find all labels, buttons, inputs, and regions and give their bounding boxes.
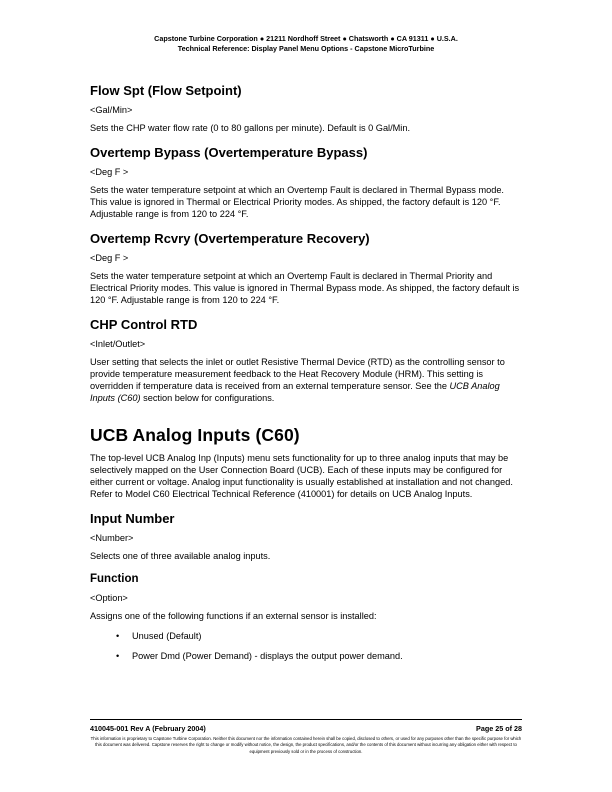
chp-desc-text-2: section below for configurations. — [140, 393, 275, 403]
flow-spt-heading: Flow Spt (Flow Setpoint) — [90, 83, 242, 98]
section-chp-control-rtd — [90, 316, 522, 404]
flow-spt-desc: Sets the CHP water flow rate (0 to 80 gallons per minute). Default is 0 Gal/Min. — [90, 123, 411, 133]
input-number-heading: Input Number — [90, 511, 175, 526]
section-input-number — [90, 510, 522, 562]
function-desc: Assigns one of the following functions if an external sensor is installed: — [90, 611, 377, 621]
header-company-line: Capstone Turbine Corporation ● 21211 Nordhoff Street ● Chatsworth ● CA 91311 ● U.S.A. — [154, 34, 458, 43]
list-item-text: Power Dmd (Power Demand) - displays the output power demand. — [132, 651, 403, 661]
chp-control-rtd-desc — [90, 356, 522, 404]
chp-desc-section-ref: UCB Analog Inputs (C60) — [90, 381, 500, 403]
overtemp-bypass-heading: Overtemp Bypass (Overtemperature Bypass) — [90, 145, 368, 160]
input-number-desc: Selects one of three available analog inputs. — [90, 551, 271, 561]
page-header — [0, 34, 612, 54]
footer-page-number: Page 25 of 28 — [476, 724, 522, 733]
footer-proprietary-notice: This information is proprietary to Capstone Turbine Corporation. Neither this document nor the information contained herein shall be copied, disclosed to others, or used for any purposes other than the specific purpose for which this document was delivered. Capstone reserves the right to change or modify without notice, the design, the product specifications, and/or the contents of this document without incurring any obligation either with respect to equipment previously sold or in the process of construction. — [90, 736, 522, 754]
section-flow-spt — [90, 82, 522, 134]
overtemp-rcvry-param: <Deg F > — [90, 253, 129, 263]
overtemp-rcvry-heading: Overtemp Rcvry (Overtemperature Recovery) — [90, 231, 370, 246]
section-overtemp-bypass — [90, 144, 522, 220]
chp-control-rtd-heading: CHP Control RTD — [90, 317, 198, 332]
function-param: <Option> — [90, 593, 128, 603]
function-options-list — [90, 630, 522, 662]
list-item — [90, 630, 522, 642]
footer-doc-id: 410045-001 Rev A (February 2004) — [90, 724, 206, 733]
section-overtemp-rcvry — [90, 230, 522, 306]
list-item — [90, 650, 522, 662]
chp-desc-text-1: User setting that selects the inlet or outlet Resistive Thermal Device (RTD) as the controlling sensor to provide temperature measurement feedback to the Heat Recovery Module (HRM). This setting is overridden if temperature data is received from an external temperature sensor. See the — [90, 357, 505, 391]
ucb-analog-inputs-desc: The top-level UCB Analog Inp (Inputs) menu sets functionality for up to three analog inputs that may be selectively mapped on the User Connection Board (UCB). Each of these inputs may be configured for either current or voltage. Analog input functionality is usually established at installation and not changed. Refer to Model C60 Electrical Technical Reference (410001) for details on UCB Analog Inputs. — [90, 453, 513, 499]
overtemp-bypass-desc: Sets the water temperature setpoint at which an Overtemp Fault is declared in Thermal Bypass mode. This value is ignored in Thermal or Electrical Priority modes. As shipped, the factory default is 120 °F. Adjustable range is from 120 to 224 °F. — [90, 185, 504, 219]
chp-control-rtd-param: <Inlet/Outlet> — [90, 339, 146, 349]
flow-spt-param: <Gal/Min> — [90, 105, 133, 115]
overtemp-rcvry-desc: Sets the water temperature setpoint at which an Overtemp Fault is declared in Thermal Priority and Electrical Priority modes. This value is ignored in Thermal Bypass mode. As shipped, the factory default is 120 °F. Adjustable range is from 120 to 224 °F. — [90, 271, 520, 305]
overtemp-bypass-param: <Deg F > — [90, 167, 129, 177]
bullet-icon: • — [116, 631, 120, 641]
page-content — [90, 82, 522, 672]
function-heading: Function — [90, 573, 139, 585]
input-number-param: <Number> — [90, 533, 134, 543]
ucb-analog-inputs-heading: UCB Analog Inputs (C60) — [90, 425, 300, 445]
header-title-line: Technical Reference: Display Panel Menu Options - Capstone MicroTurbine — [177, 44, 435, 53]
bullet-icon: • — [116, 651, 120, 661]
list-item-text: Unused (Default) — [132, 631, 202, 641]
section-ucb-analog-inputs — [90, 424, 522, 500]
footer-divider — [90, 719, 522, 720]
section-function — [90, 572, 522, 662]
